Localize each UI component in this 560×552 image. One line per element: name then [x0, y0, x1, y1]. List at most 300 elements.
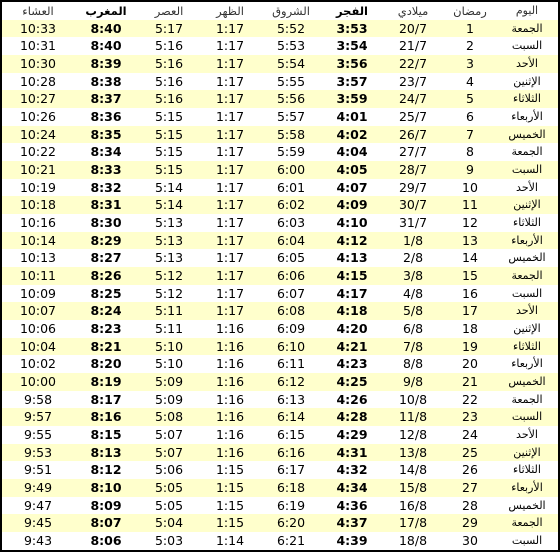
- cell-fajr: 4:39: [322, 532, 382, 550]
- cell-fajr: 4:21: [322, 338, 382, 356]
- cell-asr: 5:15: [138, 143, 200, 161]
- cell-ramadan: 18: [444, 320, 496, 338]
- table-row: [2, 514, 558, 532]
- cell-maghrib: 8:20: [74, 355, 138, 373]
- cell-ramadan: 30: [444, 532, 496, 550]
- cell-isha: 10:26: [2, 108, 74, 126]
- cell-ramadan: 23: [444, 408, 496, 426]
- cell-shorouq: 6:01: [260, 179, 322, 197]
- header-miladi: ميلادي: [382, 2, 444, 20]
- table-row: [2, 355, 558, 373]
- cell-dhuhr: 1:16: [200, 444, 260, 462]
- cell-dhuhr: 1:17: [200, 232, 260, 250]
- table-row: [2, 320, 558, 338]
- cell-shorouq: 5:55: [260, 73, 322, 91]
- cell-maghrib: 8:19: [74, 373, 138, 391]
- header-dhuhr: الظهر: [200, 2, 260, 20]
- cell-fajr: 3:59: [322, 90, 382, 108]
- table-row: [2, 126, 558, 144]
- cell-maghrib: 8:27: [74, 249, 138, 267]
- cell-asr: 5:13: [138, 232, 200, 250]
- cell-day: الأحد: [496, 302, 558, 320]
- cell-shorouq: 6:04: [260, 232, 322, 250]
- cell-miladi: 25/7: [382, 108, 444, 126]
- table-row: [2, 532, 558, 550]
- cell-shorouq: 6:00: [260, 161, 322, 179]
- cell-fajr: 4:02: [322, 126, 382, 144]
- cell-miladi: 4/8: [382, 285, 444, 303]
- cell-ramadan: 25: [444, 444, 496, 462]
- cell-isha: 9:47: [2, 497, 74, 515]
- cell-shorouq: 6:07: [260, 285, 322, 303]
- cell-shorouq: 6:02: [260, 196, 322, 214]
- cell-asr: 5:16: [138, 37, 200, 55]
- cell-asr: 5:06: [138, 461, 200, 479]
- table-row: [2, 267, 558, 285]
- cell-miladi: 1/8: [382, 232, 444, 250]
- cell-asr: 5:10: [138, 338, 200, 356]
- cell-ramadan: 5: [444, 90, 496, 108]
- cell-day: الأربعاء: [496, 479, 558, 497]
- cell-maghrib: 8:33: [74, 161, 138, 179]
- cell-shorouq: 6:11: [260, 355, 322, 373]
- cell-maghrib: 8:32: [74, 179, 138, 197]
- cell-shorouq: 5:56: [260, 90, 322, 108]
- cell-day: الجمعة: [496, 143, 558, 161]
- cell-ramadan: 7: [444, 126, 496, 144]
- cell-isha: 10:21: [2, 161, 74, 179]
- cell-maghrib: 8:21: [74, 338, 138, 356]
- cell-day: الإثنين: [496, 320, 558, 338]
- cell-asr: 5:05: [138, 497, 200, 515]
- cell-fajr: 3:54: [322, 37, 382, 55]
- header-shorouq: الشروق: [260, 2, 322, 20]
- cell-maghrib: 8:31: [74, 196, 138, 214]
- cell-isha: 9:58: [2, 391, 74, 409]
- cell-miladi: 31/7: [382, 214, 444, 232]
- cell-dhuhr: 1:17: [200, 90, 260, 108]
- cell-isha: 9:53: [2, 444, 74, 462]
- cell-isha: 10:19: [2, 179, 74, 197]
- cell-maghrib: 8:35: [74, 126, 138, 144]
- cell-dhuhr: 1:17: [200, 249, 260, 267]
- cell-ramadan: 4: [444, 73, 496, 91]
- cell-day: الخميس: [496, 126, 558, 144]
- cell-asr: 5:11: [138, 320, 200, 338]
- cell-asr: 5:12: [138, 285, 200, 303]
- cell-shorouq: 6:16: [260, 444, 322, 462]
- cell-fajr: 4:32: [322, 461, 382, 479]
- cell-isha: 10:27: [2, 90, 74, 108]
- cell-shorouq: 6:03: [260, 214, 322, 232]
- cell-fajr: 4:36: [322, 497, 382, 515]
- cell-ramadan: 12: [444, 214, 496, 232]
- cell-day: الأربعاء: [496, 232, 558, 250]
- cell-day: الخميس: [496, 373, 558, 391]
- cell-asr: 5:13: [138, 214, 200, 232]
- cell-asr: 5:05: [138, 479, 200, 497]
- cell-asr: 5:12: [138, 267, 200, 285]
- table-row: [2, 338, 558, 356]
- cell-fajr: 4:15: [322, 267, 382, 285]
- cell-isha: 9:45: [2, 514, 74, 532]
- cell-maghrib: 8:06: [74, 532, 138, 550]
- cell-shorouq: 6:21: [260, 532, 322, 550]
- table-row: [2, 232, 558, 250]
- cell-maghrib: 8:26: [74, 267, 138, 285]
- cell-shorouq: 6:19: [260, 497, 322, 515]
- cell-miladi: 18/8: [382, 532, 444, 550]
- cell-isha: 10:30: [2, 55, 74, 73]
- cell-maghrib: 8:17: [74, 391, 138, 409]
- cell-isha: 10:11: [2, 267, 74, 285]
- cell-shorouq: 6:15: [260, 426, 322, 444]
- table-row: [2, 55, 558, 73]
- cell-maghrib: 8:24: [74, 302, 138, 320]
- cell-day: الأحد: [496, 179, 558, 197]
- cell-miladi: 17/8: [382, 514, 444, 532]
- cell-ramadan: 2: [444, 37, 496, 55]
- cell-maghrib: 8:07: [74, 514, 138, 532]
- cell-miladi: 7/8: [382, 338, 444, 356]
- cell-fajr: 4:17: [322, 285, 382, 303]
- table-row: [2, 249, 558, 267]
- cell-ramadan: 22: [444, 391, 496, 409]
- cell-ramadan: 15: [444, 267, 496, 285]
- cell-dhuhr: 1:17: [200, 143, 260, 161]
- cell-miladi: 14/8: [382, 461, 444, 479]
- cell-dhuhr: 1:16: [200, 391, 260, 409]
- cell-day: السبت: [496, 532, 558, 550]
- header-asr: العصر: [138, 2, 200, 20]
- cell-shorouq: 6:05: [260, 249, 322, 267]
- cell-day: الإثنين: [496, 444, 558, 462]
- cell-asr: 5:04: [138, 514, 200, 532]
- cell-asr: 5:11: [138, 302, 200, 320]
- cell-day: الأربعاء: [496, 355, 558, 373]
- cell-day: الثلاثاء: [496, 338, 558, 356]
- cell-fajr: 4:31: [322, 444, 382, 462]
- cell-ramadan: 13: [444, 232, 496, 250]
- cell-miladi: 5/8: [382, 302, 444, 320]
- cell-fajr: 4:07: [322, 179, 382, 197]
- cell-day: الإثنين: [496, 73, 558, 91]
- cell-isha: 10:04: [2, 338, 74, 356]
- table-row: [2, 426, 558, 444]
- cell-day: الجمعة: [496, 514, 558, 532]
- header-day: اليوم: [496, 2, 558, 20]
- cell-ramadan: 19: [444, 338, 496, 356]
- cell-miladi: 26/7: [382, 126, 444, 144]
- cell-isha: 10:07: [2, 302, 74, 320]
- cell-miladi: 21/7: [382, 37, 444, 55]
- cell-isha: 10:22: [2, 143, 74, 161]
- cell-asr: 5:14: [138, 179, 200, 197]
- cell-miladi: 27/7: [382, 143, 444, 161]
- cell-maghrib: 8:12: [74, 461, 138, 479]
- cell-miladi: 23/7: [382, 73, 444, 91]
- cell-shorouq: 5:52: [260, 20, 322, 38]
- table-row: [2, 408, 558, 426]
- cell-isha: 10:28: [2, 73, 74, 91]
- cell-maghrib: 8:13: [74, 444, 138, 462]
- cell-ramadan: 1: [444, 20, 496, 38]
- cell-dhuhr: 1:16: [200, 320, 260, 338]
- cell-dhuhr: 1:15: [200, 514, 260, 532]
- cell-ramadan: 14: [444, 249, 496, 267]
- cell-asr: 5:16: [138, 73, 200, 91]
- cell-fajr: 4:05: [322, 161, 382, 179]
- table-row: [2, 444, 558, 462]
- cell-isha: 10:16: [2, 214, 74, 232]
- cell-dhuhr: 1:17: [200, 214, 260, 232]
- cell-maghrib: 8:29: [74, 232, 138, 250]
- cell-shorouq: 5:59: [260, 143, 322, 161]
- cell-maghrib: 8:25: [74, 285, 138, 303]
- cell-dhuhr: 1:14: [200, 532, 260, 550]
- cell-ramadan: 10: [444, 179, 496, 197]
- cell-shorouq: 6:13: [260, 391, 322, 409]
- cell-isha: 9:51: [2, 461, 74, 479]
- cell-ramadan: 27: [444, 479, 496, 497]
- prayer-times-table: [2, 2, 558, 550]
- cell-asr: 5:17: [138, 20, 200, 38]
- cell-miladi: 28/7: [382, 161, 444, 179]
- cell-day: السبت: [496, 161, 558, 179]
- cell-asr: 5:16: [138, 55, 200, 73]
- cell-ramadan: 29: [444, 514, 496, 532]
- cell-shorouq: 6:10: [260, 338, 322, 356]
- cell-dhuhr: 1:17: [200, 55, 260, 73]
- table-body: [2, 20, 558, 550]
- cell-fajr: 3:56: [322, 55, 382, 73]
- cell-miladi: 24/7: [382, 90, 444, 108]
- cell-shorouq: 6:09: [260, 320, 322, 338]
- cell-fajr: 4:28: [322, 408, 382, 426]
- cell-day: الأربعاء: [496, 108, 558, 126]
- cell-shorouq: 5:57: [260, 108, 322, 126]
- cell-ramadan: 20: [444, 355, 496, 373]
- cell-miladi: 29/7: [382, 179, 444, 197]
- table-row: [2, 391, 558, 409]
- cell-fajr: 3:53: [322, 20, 382, 38]
- cell-fajr: 4:09: [322, 196, 382, 214]
- cell-miladi: 22/7: [382, 55, 444, 73]
- cell-dhuhr: 1:16: [200, 338, 260, 356]
- cell-miladi: 12/8: [382, 426, 444, 444]
- cell-day: الخميس: [496, 249, 558, 267]
- cell-maghrib: 8:37: [74, 90, 138, 108]
- cell-fajr: 4:29: [322, 426, 382, 444]
- cell-maghrib: 8:40: [74, 20, 138, 38]
- cell-maghrib: 8:10: [74, 479, 138, 497]
- cell-ramadan: 8: [444, 143, 496, 161]
- cell-asr: 5:09: [138, 373, 200, 391]
- cell-asr: 5:16: [138, 90, 200, 108]
- cell-isha: 10:13: [2, 249, 74, 267]
- cell-dhuhr: 1:16: [200, 426, 260, 444]
- table-row: [2, 90, 558, 108]
- cell-maghrib: 8:40: [74, 37, 138, 55]
- cell-shorouq: 6:20: [260, 514, 322, 532]
- header-isha: العشاء: [2, 2, 74, 20]
- cell-fajr: 4:37: [322, 514, 382, 532]
- cell-maghrib: 8:16: [74, 408, 138, 426]
- cell-day: الإثنين: [496, 196, 558, 214]
- cell-asr: 5:03: [138, 532, 200, 550]
- table-row: [2, 20, 558, 38]
- cell-day: السبت: [496, 408, 558, 426]
- cell-isha: 10:14: [2, 232, 74, 250]
- cell-dhuhr: 1:17: [200, 285, 260, 303]
- cell-dhuhr: 1:15: [200, 461, 260, 479]
- cell-ramadan: 17: [444, 302, 496, 320]
- cell-miladi: 9/8: [382, 373, 444, 391]
- cell-maghrib: 8:36: [74, 108, 138, 126]
- cell-dhuhr: 1:17: [200, 196, 260, 214]
- cell-miladi: 3/8: [382, 267, 444, 285]
- cell-shorouq: 5:54: [260, 55, 322, 73]
- header-row: [2, 2, 558, 20]
- cell-shorouq: 6:18: [260, 479, 322, 497]
- cell-dhuhr: 1:17: [200, 73, 260, 91]
- cell-isha: 9:55: [2, 426, 74, 444]
- cell-miladi: 2/8: [382, 249, 444, 267]
- cell-shorouq: 6:06: [260, 267, 322, 285]
- cell-ramadan: 6: [444, 108, 496, 126]
- cell-dhuhr: 1:17: [200, 20, 260, 38]
- cell-dhuhr: 1:16: [200, 408, 260, 426]
- cell-day: الثلاثاء: [496, 90, 558, 108]
- cell-fajr: 4:10: [322, 214, 382, 232]
- cell-day: الثلاثاء: [496, 214, 558, 232]
- cell-maghrib: 8:09: [74, 497, 138, 515]
- cell-fajr: 4:13: [322, 249, 382, 267]
- cell-fajr: 4:12: [322, 232, 382, 250]
- header-fajr: الفجر: [322, 2, 382, 20]
- table-row: [2, 161, 558, 179]
- table-row: [2, 461, 558, 479]
- cell-day: السبت: [496, 285, 558, 303]
- cell-shorouq: 6:17: [260, 461, 322, 479]
- cell-fajr: 4:25: [322, 373, 382, 391]
- cell-dhuhr: 1:17: [200, 126, 260, 144]
- cell-dhuhr: 1:17: [200, 302, 260, 320]
- cell-day: الجمعة: [496, 20, 558, 38]
- cell-asr: 5:07: [138, 426, 200, 444]
- cell-shorouq: 5:58: [260, 126, 322, 144]
- cell-ramadan: 16: [444, 285, 496, 303]
- cell-asr: 5:13: [138, 249, 200, 267]
- cell-dhuhr: 1:17: [200, 179, 260, 197]
- cell-fajr: 3:57: [322, 73, 382, 91]
- table-row: [2, 373, 558, 391]
- cell-day: الجمعة: [496, 267, 558, 285]
- cell-day: السبت: [496, 37, 558, 55]
- cell-dhuhr: 1:16: [200, 355, 260, 373]
- cell-maghrib: 8:34: [74, 143, 138, 161]
- cell-dhuhr: 1:17: [200, 108, 260, 126]
- cell-miladi: 10/8: [382, 391, 444, 409]
- cell-ramadan: 9: [444, 161, 496, 179]
- cell-fajr: 4:23: [322, 355, 382, 373]
- cell-dhuhr: 1:17: [200, 37, 260, 55]
- cell-ramadan: 11: [444, 196, 496, 214]
- cell-ramadan: 21: [444, 373, 496, 391]
- cell-day: الأحد: [496, 426, 558, 444]
- cell-day: الخميس: [496, 497, 558, 515]
- cell-asr: 5:15: [138, 108, 200, 126]
- cell-isha: 9:43: [2, 532, 74, 550]
- table-row: [2, 302, 558, 320]
- cell-ramadan: 26: [444, 461, 496, 479]
- table-row: [2, 37, 558, 55]
- header-maghrib: المغرب: [74, 2, 138, 20]
- cell-miladi: 15/8: [382, 479, 444, 497]
- cell-ramadan: 24: [444, 426, 496, 444]
- table-row: [2, 73, 558, 91]
- cell-miladi: 30/7: [382, 196, 444, 214]
- cell-dhuhr: 1:16: [200, 373, 260, 391]
- cell-fajr: 4:04: [322, 143, 382, 161]
- table-row: [2, 285, 558, 303]
- table-row: [2, 179, 558, 197]
- cell-shorouq: 6:12: [260, 373, 322, 391]
- cell-maghrib: 8:30: [74, 214, 138, 232]
- cell-day: الجمعة: [496, 391, 558, 409]
- cell-isha: 10:02: [2, 355, 74, 373]
- cell-miladi: 20/7: [382, 20, 444, 38]
- cell-asr: 5:10: [138, 355, 200, 373]
- cell-shorouq: 6:08: [260, 302, 322, 320]
- table-row: [2, 108, 558, 126]
- table-row: [2, 196, 558, 214]
- cell-maghrib: 8:23: [74, 320, 138, 338]
- cell-ramadan: 3: [444, 55, 496, 73]
- cell-maghrib: 8:38: [74, 73, 138, 91]
- cell-fajr: 4:18: [322, 302, 382, 320]
- cell-isha: 10:24: [2, 126, 74, 144]
- cell-asr: 5:15: [138, 161, 200, 179]
- table-row: [2, 479, 558, 497]
- cell-asr: 5:09: [138, 391, 200, 409]
- cell-isha: 10:33: [2, 20, 74, 38]
- cell-dhuhr: 1:17: [200, 161, 260, 179]
- cell-isha: 10:18: [2, 196, 74, 214]
- table-row: [2, 497, 558, 515]
- cell-dhuhr: 1:15: [200, 497, 260, 515]
- cell-fajr: 4:26: [322, 391, 382, 409]
- cell-fajr: 4:20: [322, 320, 382, 338]
- cell-day: الأحد: [496, 55, 558, 73]
- cell-miladi: 11/8: [382, 408, 444, 426]
- cell-miladi: 6/8: [382, 320, 444, 338]
- cell-shorouq: 5:53: [260, 37, 322, 55]
- cell-dhuhr: 1:17: [200, 267, 260, 285]
- cell-isha: 9:49: [2, 479, 74, 497]
- cell-fajr: 4:34: [322, 479, 382, 497]
- cell-isha: 10:09: [2, 285, 74, 303]
- cell-maghrib: 8:39: [74, 55, 138, 73]
- cell-isha: 10:06: [2, 320, 74, 338]
- cell-day: الثلاثاء: [496, 461, 558, 479]
- cell-asr: 5:07: [138, 444, 200, 462]
- cell-shorouq: 6:14: [260, 408, 322, 426]
- cell-asr: 5:14: [138, 196, 200, 214]
- cell-asr: 5:15: [138, 126, 200, 144]
- cell-isha: 10:31: [2, 37, 74, 55]
- cell-ramadan: 28: [444, 497, 496, 515]
